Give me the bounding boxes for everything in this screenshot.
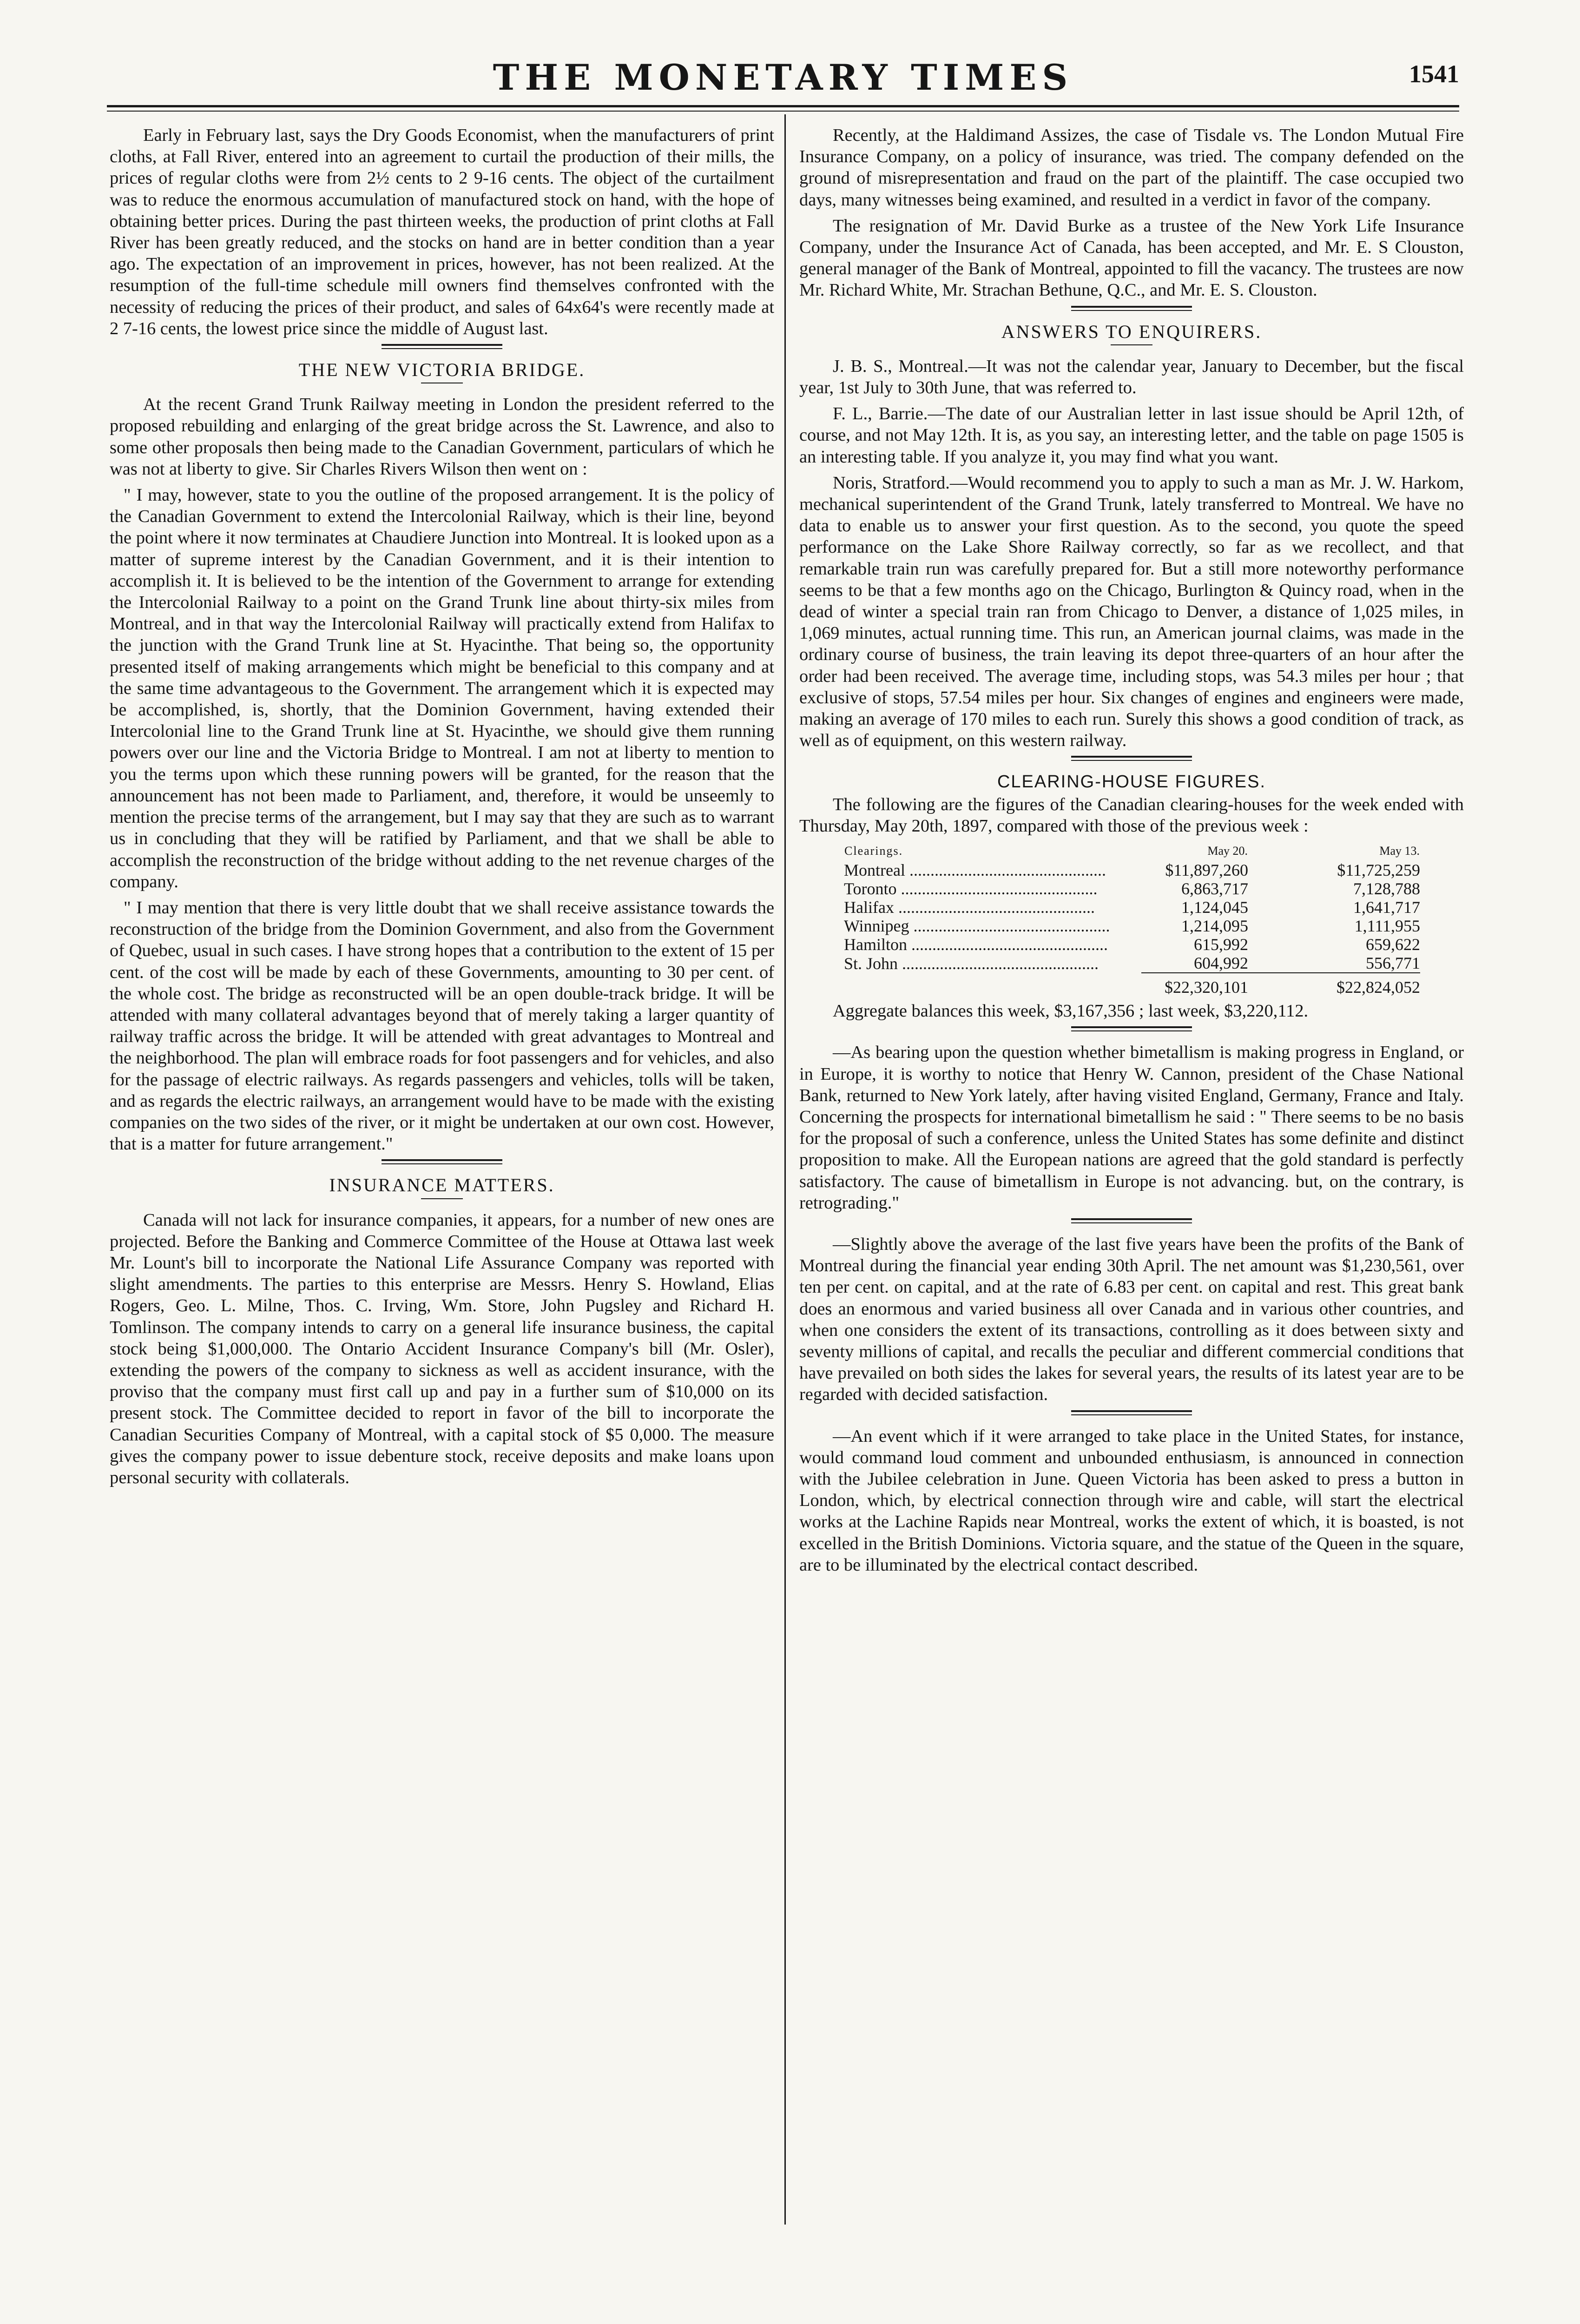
section-heading-insurance: INSURANCE MATTERS.: [329, 1175, 555, 1196]
value-may20: 604,992: [1194, 954, 1248, 973]
table-total-row: [844, 973, 1420, 997]
article-burke-resignation: The resignation of Mr. David Burke as a trustee of the New York Life Insurance Company, under the Insurance Act of Canada, has been accepted, and Mr. E. S Clouston, general manager of the Bank of Montreal, appointed to fill the vacancy. The trustees are now Mr. Richard White, Mr. Strachan Bethune, Q.C., and Mr. E. S. Clouston.: [799, 216, 1464, 300]
article-jubilee: —An event which if it were arranged to take place in the United States, for instance, would command loud comment and unbounded enthusiasm, is announced in connection with the Jubilee celebration in June. Queen Victoria has been asked to press a button in London, which, by electrical connection through wire and cable, will start the electrical works at the Lachine Rapids near Montreal, works the extent of which, it is boasted, is not excelled in the British Dominions. Victoria square, and the statue of the Queen in the square, are to be illuminated by the electrical contact described.: [799, 1426, 1464, 1575]
city-name: St. John: [844, 954, 898, 973]
heading-underline: [1111, 344, 1152, 345]
value-may20: $11,897,260: [1165, 861, 1248, 880]
section-heading-clearing: CLEARING-HOUSE FIGURES.: [997, 772, 1266, 792]
table-row: [844, 954, 1420, 973]
table-row: [844, 917, 1420, 935]
table-row: [844, 861, 1420, 879]
bridge-paragraph-quote-1: " I may, however, state to you the outline of the proposed arrangement. It is the policy of the Canadian Government to extend the Intercolonial Railway, which is their line, beyond the point where it now terminates at Chaudiere Junction into Montreal. It is looked upon as a matter of supreme interest by the Canadian Government, and it is their intention to accomplish it. It is believed to be the intention of the Government to arrange for extending the Intercolonial Railway to a point on the Grand Trunk line about thirty-six miles from Montreal, and in that way the Intercolonial Railway will practically extend from Halifax to the junction with the Grand Trunk line at St. Hyacinthe. That being so, the opportunity presented itself of making arrangements which might be beneficial to this company and at the same time advantageous to the Government. The arrangement which it is expected may be accomplished, is, shortly, that the Dominion Government, having extended their Intercolonial line to the Grand Trunk line at St. Hyacinthe, we should give them running powers over our line and the Victoria Bridge to Montreal. I am not at liberty to mention to you the terms upon which these running powers will be granted, for the reason that the announcement has not been made to Parliament, and, therefore, it would be unseemly to mention the precise terms of the arrangement, but I may say that they are such as to warrant us in concluding that they will be ratified by Parliament, and that we shall be able to accomplish the reconstruction of the bridge without adding to the net revenue charges of the company.: [110, 485, 774, 891]
aggregate-balances: Aggregate balances this week, $3,167,356 ; last week, $3,220,112.: [833, 1001, 1309, 1021]
article-tisdale-case: Recently, at the Haldimand Assizes, the case of Tisdale vs. The London Mutual Fire Insurance Company, on a policy of insurance, was tried. The company defended on the ground of misrepresentation and fraud on the part of the plaintiff. The case occupied two days, many witnesses being examined, and resulted in a verdict in favor of the company.: [799, 125, 1464, 210]
section-rule: [382, 344, 502, 349]
masthead: THE MONETARY TIMES: [493, 57, 1073, 98]
insurance-paragraph: Canada will not lack for insurance companies, it appears, for a number of new ones are projected. Before the Banking and Commerce Committee of the House at Ottawa last week Mr. Lount's bill to incorporate the National Life Assurance Company was reported with slight amendments. The parties to this enterprise are Messrs. Henry S. Howland, Elias Rogers, Geo. L. Milne, Thos. C. Irving, Wm. Store, John Pugsley and Richard H. Tomlinson. The company intends to carry on a general life insurance business, the capital stock being $1,000,000. The Ontario Accident Insurance Company's bill (Mr. Osler), extending the powers of the company to sickness as well as accident insurance, with the proviso that the company must first call up and pay in a further sum of $10,000 on its present stock. The Committee decided to report in favor of the bill to incorporate the Canadian Securities Company of Montreal, with a capital stock of $5 0,000. The measure gives the company power to issue debenture stock, receive deposits and make loans upon personal security with collaterals.: [110, 1210, 774, 1487]
answer-noris-stratford: Noris, Stratford.—Would recommend you to apply to such a man as Mr. J. W. Harkom, mechanical superintendent of the Grand Trunk, lately transferred to Montreal. We have no data to enable us to answer your first question. As to the second, you quote the speed performance on the Lake Shore Railway correctly, so far as we recollect, and that remarkable train run was carefully prepared for. But a still more noteworthy performance seems to be that a few months ago on the Chicago, Burlington & Quincy road, when in the dead of winter a special train ran from Chicago to Denver, a distance of 1,025 miles, in 1,069 minutes, actual running time. This run, an American journal claims, was made in the ordinary course of business, the train leaving its depot three-quarters of an hour after the order had been received. The average time, including stops, was 54.3 miles per hour ; that exclusive of stops, 57.54 miles per hour. Six changes of engines and engineers were made, making an average of 170 miles to each run. Surely this shows a good condition of track, as well as of equipment, on this western railway.: [799, 473, 1464, 751]
city-name: Montreal: [844, 861, 905, 880]
table-row: [844, 898, 1420, 917]
bridge-paragraph-quote-2: " I may mention that there is very little doubt that we shall receive assistance towards the reconstruction of the bridge from the Dominion Government, and also from the Government of Quebec, usual in such cases. I have strong hopes that a contribution to the extent of 15 per cent. of the cost will be made by each of these Governments, amounting to 30 per cent. of the whole cost. The bridge as reconstructed will be an open double-track bridge. It will be attended with many collateral advantages beyond that of merely taking a larger quantity of railway traffic across the bridge. It will be attended with great advantages to Montreal and the neighborhood. The plan will embrace roads for foot passengers and for vehicles, and also for the passage of electric railways. As regards passengers and vehicles, tolls will be taken, and as regards the electric railways, an arrangement would have to be made with the existing companies on the two sides of the river, or it might be undertaken at our own cost. However, that is a matter for future arrangement.": [110, 898, 774, 1154]
column-divider: [784, 114, 786, 2225]
value-may20: 615,992: [1194, 935, 1248, 954]
city-name: Toronto: [844, 879, 897, 898]
value-may13: 1,641,717: [1353, 898, 1420, 917]
table-row: [844, 935, 1420, 954]
header-rule-thin: [107, 111, 1459, 112]
value-may20: 1,214,095: [1181, 917, 1248, 936]
total-may20: $22,320,101: [1141, 973, 1248, 997]
table-header-clearings: Clearings.: [844, 844, 903, 858]
article-bank-of-montreal: —Slightly above the average of the last five years have been the profits of the Bank of Montreal during the financial year ending 30th April. The net amount was $1,230,561, over ten per cent. on capital, and at the rate of 6.83 per cent. on capital and rest. This great bank does an enormous and varied business all over Canada and in various other countries, and when one considers the extent of its transactions, controlling as it does between sixty and seventy millions of capital, and recalls the peculiar and different commercial conditions that have prevailed on both sides the lakes for several years, the results of its latest year are to be regarded with decided satisfaction.: [799, 1234, 1464, 1405]
section-rule: [1071, 756, 1192, 761]
left-column: [110, 125, 774, 1493]
table-row: [844, 879, 1420, 898]
right-column: [799, 125, 1464, 1580]
value-may13: 556,771: [1366, 954, 1420, 973]
section-rule: [382, 1159, 502, 1164]
section-rule: [1071, 1218, 1192, 1223]
value-may13: 7,128,788: [1353, 879, 1420, 898]
value-may20: 6,863,717: [1181, 879, 1248, 898]
clearing-intro: The following are the figures of the Canadian clearing-houses for the week ended with Thursday, May 20th, 1897, compared with those of the previous week :: [799, 794, 1464, 836]
section-heading-bridge: THE NEW VICTORIA BRIDGE.: [298, 359, 586, 381]
header-rule: [107, 105, 1459, 107]
page-number: 1541: [1409, 60, 1459, 88]
section-rule: [1071, 306, 1192, 311]
clearing-house-table: [844, 841, 1420, 997]
article-bimetallism: —As bearing upon the question whether bimetallism is making progress in England, or in Europe, it is worthy to notice that Henry W. Cannon, president of the Chase National Bank, returned to New York lately, after having visited England, Germany, France and Italy. Concerning the prospects for international bimetallism he said : " There seems to be no basis for the proposal of such a conference, unless the United States has some definite and distinct proposition to make. All the European nations are agreed that the gold standard is perfectly satisfactory. The cause of bimetallism in Europe is not advancing. but, on the contrary, is retrograding.": [799, 1043, 1464, 1213]
section-heading-answers: ANSWERS TO ENQUIRERS.: [1001, 321, 1262, 342]
value-may13: 1,111,955: [1354, 917, 1420, 936]
bridge-paragraph-intro: At the recent Grand Trunk Railway meeting in London the president referred to the proposed rebuilding and enlarging of the great bridge across the St. Lawrence, and also to some other proposals then being made to the Canadian Government, particulars of which he was not at liberty to give. Sir Charles Rivers Wilson then went on :: [110, 395, 774, 479]
value-may20: 1,124,045: [1181, 898, 1248, 917]
value-may13: 659,622: [1366, 935, 1420, 954]
table-header-row: [844, 841, 1420, 861]
city-name: Winnipeg: [844, 917, 909, 936]
section-rule: [1071, 1410, 1192, 1415]
answer-jbs-montreal: J. B. S., Montreal.—It was not the calendar year, January to December, but the fiscal year, 1st July to 30th June, that was referred to.: [799, 356, 1464, 398]
table-header-may20: May 20.: [1207, 844, 1248, 858]
page-header: [107, 57, 1459, 112]
city-name: Hamilton: [844, 935, 907, 954]
total-may13: $22,824,052: [1248, 973, 1420, 997]
heading-underline: [421, 1198, 463, 1199]
article-print-cloths: Early in February last, says the Dry Goods Economist, when the manufacturers of print cloths, at Fall River, entered into an agreement to curtail the production of their mills, the prices of regular cloths were from 2½ cents to 2 9-16 cents. The object of the curtailment was to reduce the enormous accumulation of manufactured stock on hand, with the hope of obtaining better prices. During the past thirteen weeks, the production of print cloths at Fall River has been greatly reduced, and the stocks on hand are in better condition than a year ago. The expectation of an improvement in prices, however, has not been realized. At the resumption of the full-time schedule mill owners find themselves confronted with the necessity of reducing the prices of their product, and sales of 64x64's were recently made at 2 7-16 cents, the lowest price since the middle of August last.: [110, 125, 774, 338]
answer-fl-barrie: F. L., Barrie.—The date of our Australian letter in last issue should be April 12th, of course, and not May 12th. It is, as you say, an interesting letter, and the table on page 1505 is an interesting table. If you analyze it, you may find what you want.: [799, 404, 1464, 467]
value-may13: $11,725,259: [1337, 861, 1420, 880]
table-header-may13: May 13.: [1379, 844, 1420, 858]
city-name: Halifax: [844, 898, 894, 917]
section-rule: [1071, 1026, 1192, 1031]
